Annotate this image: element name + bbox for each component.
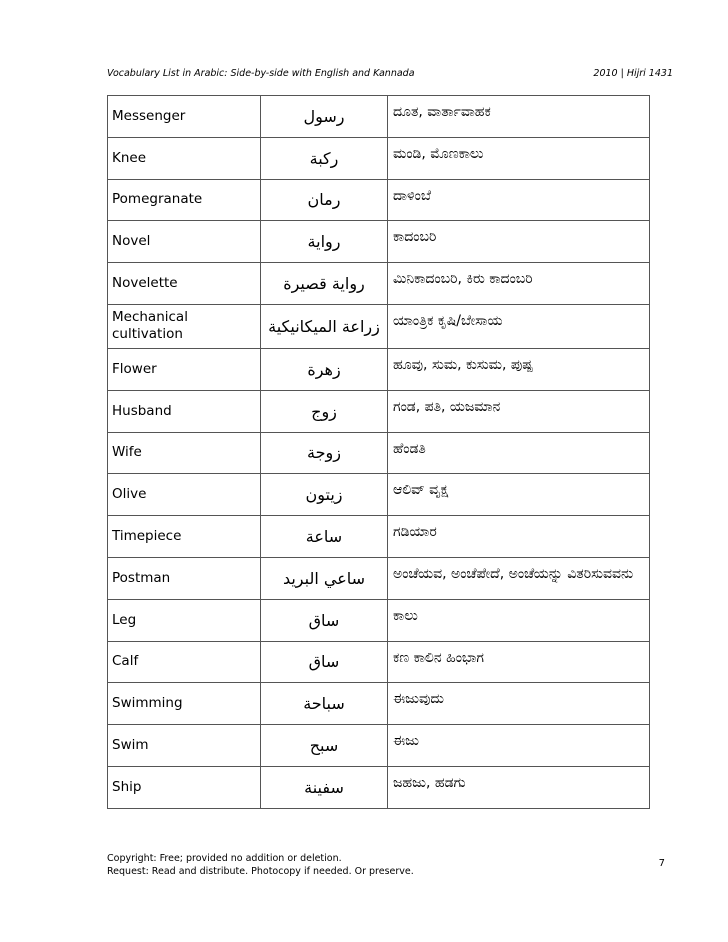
- english-word: Swim: [108, 725, 261, 767]
- arabic-word: سباحة: [261, 683, 388, 725]
- kannada-word: ಜಹಜು, ಹಡಗು: [388, 766, 650, 808]
- kannada-word: ಕಾದಂಬರಿ: [388, 221, 650, 263]
- english-word: Wife: [108, 432, 261, 474]
- english-word: Timepiece: [108, 516, 261, 558]
- english-word: Novel: [108, 221, 261, 263]
- kannada-word: ದಾಳಿಂಬೆ: [388, 179, 650, 221]
- table-row: [108, 474, 650, 516]
- table-row: [108, 263, 650, 305]
- table-row: [108, 599, 650, 641]
- table-row: [108, 516, 650, 558]
- arabic-word: زهرة: [261, 348, 388, 390]
- english-word: Swimming: [108, 683, 261, 725]
- page-footer: [107, 852, 665, 878]
- kannada-word: ಕಾಲು: [388, 599, 650, 641]
- vocabulary-table: [107, 95, 650, 809]
- arabic-word: رمان: [261, 179, 388, 221]
- arabic-word: زراعة الميكانيكية: [261, 304, 388, 348]
- table-row: [108, 683, 650, 725]
- table-row: [108, 766, 650, 808]
- table-row: [108, 221, 650, 263]
- vocabulary-table-body: [108, 96, 650, 809]
- table-row: [108, 137, 650, 179]
- english-word: Mechanical cultivation: [108, 304, 261, 348]
- kannada-word: ಅಂಚೆಯವ, ಅಂಚೆಪೇದೆ, ಅಂಚೆಯನ್ನು ವಿತರಿಸುವವನು: [388, 557, 650, 599]
- english-word: Messenger: [108, 96, 261, 138]
- english-word: Knee: [108, 137, 261, 179]
- english-word: Leg: [108, 599, 261, 641]
- english-word: Novelette: [108, 263, 261, 305]
- request-line: Request: Read and distribute. Photocopy if needed. Or preserve.: [107, 866, 414, 877]
- arabic-word: زوجة: [261, 432, 388, 474]
- table-row: [108, 390, 650, 432]
- page-header: [107, 68, 673, 79]
- kannada-word: ಮಿನಿಕಾದಂಬರಿ, ಕಿರು ಕಾದಂಬರಿ: [388, 263, 650, 305]
- arabic-word: رواية قصيرة: [261, 263, 388, 305]
- kannada-word: ಹೆಂಡತಿ: [388, 432, 650, 474]
- english-word: Ship: [108, 766, 261, 808]
- kannada-word: ಮಂಡಿ, ಮೊಣಕಾಲು: [388, 137, 650, 179]
- arabic-word: رواية: [261, 221, 388, 263]
- document-date: 2010 | Hijri 1431: [593, 68, 673, 79]
- english-word: Olive: [108, 474, 261, 516]
- english-word: Pomegranate: [108, 179, 261, 221]
- kannada-word: ಈಜುವುದು: [388, 683, 650, 725]
- arabic-word: رسول: [261, 96, 388, 138]
- arabic-word: زيتون: [261, 474, 388, 516]
- arabic-word: سفينة: [261, 766, 388, 808]
- table-row: [108, 432, 650, 474]
- table-row: [108, 348, 650, 390]
- arabic-word: زوج: [261, 390, 388, 432]
- table-row: [108, 304, 650, 348]
- copyright-line: Copyright: Free; provided no addition or deletion.: [107, 853, 342, 864]
- english-word: Husband: [108, 390, 261, 432]
- kannada-word: ದೂತ, ವಾರ್ತಾವಾಹಕ: [388, 96, 650, 138]
- english-word: Flower: [108, 348, 261, 390]
- document-title: Vocabulary List in Arabic: Side-by-side with English and Kannada: [107, 68, 415, 79]
- kannada-word: ಗಂಡ, ಪತಿ, ಯಜಮಾನ: [388, 390, 650, 432]
- table-row: [108, 96, 650, 138]
- english-word: Calf: [108, 641, 261, 683]
- kannada-word: ಗಡಿಯಾರ: [388, 516, 650, 558]
- kannada-word: ಕಣ ಕಾಲಿನ ಹಿಂಭಾಗ: [388, 641, 650, 683]
- english-word: Postman: [108, 557, 261, 599]
- kannada-word: ಯಾಂತ್ರಿಕ ಕೃಷಿ/ಬೇಸಾಯ: [388, 304, 650, 348]
- kannada-word: ಹೂವು, ಸುಮ, ಕುಸುಮ, ಪುಷ್ಪ: [388, 348, 650, 390]
- arabic-word: ساق: [261, 641, 388, 683]
- table-row: [108, 557, 650, 599]
- arabic-word: ساعي البريد: [261, 557, 388, 599]
- page-number: 7: [658, 858, 665, 869]
- arabic-word: ساق: [261, 599, 388, 641]
- arabic-word: سبح: [261, 725, 388, 767]
- arabic-word: ساعة: [261, 516, 388, 558]
- kannada-word: ಆಲಿವ್ ವೃಕ್ಷ: [388, 474, 650, 516]
- kannada-word: ಈಜು: [388, 725, 650, 767]
- table-row: [108, 641, 650, 683]
- table-row: [108, 725, 650, 767]
- arabic-word: ركبة: [261, 137, 388, 179]
- table-row: [108, 179, 650, 221]
